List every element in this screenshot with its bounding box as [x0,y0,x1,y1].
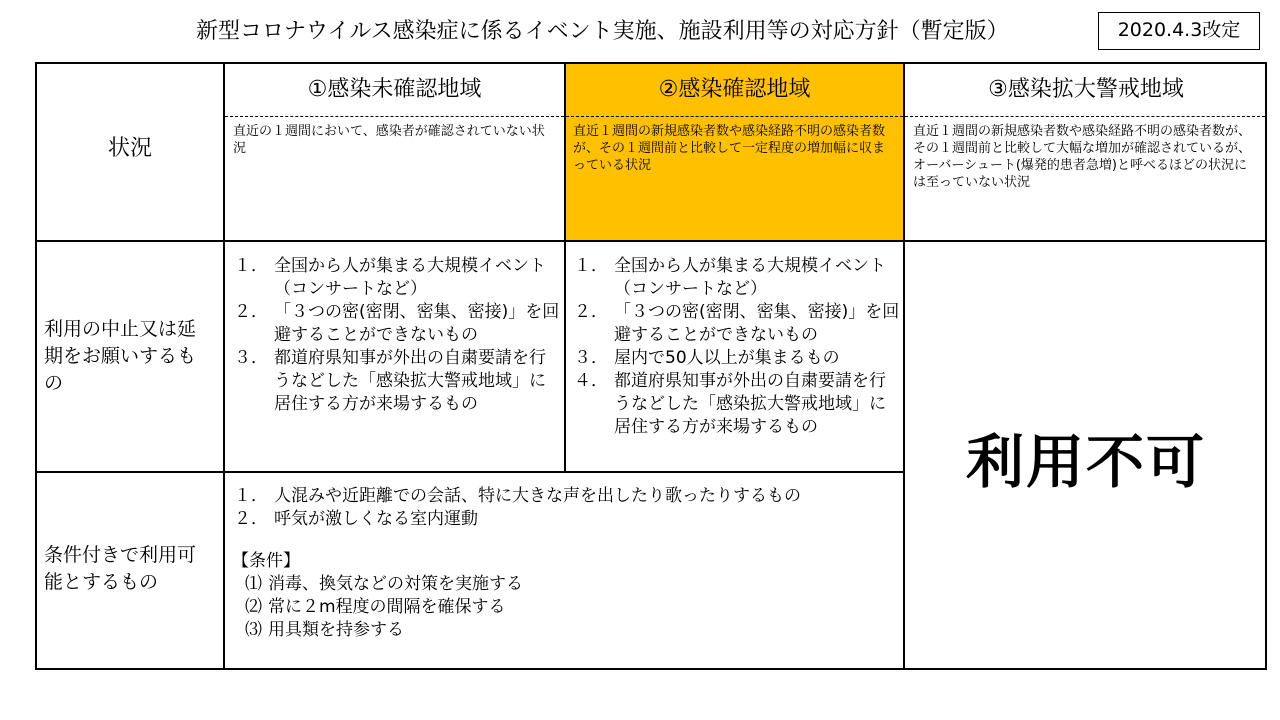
header-separator [905,116,1265,117]
unavailable-label: 利用不可 [965,428,1206,496]
divider [35,471,905,473]
divider [564,62,566,472]
divider [903,62,905,670]
cancel-list-unconfirmed [232,255,560,416]
divider [223,62,225,670]
list-item: ３． 都道府県知事が外出の自粛要請を行うなどした「感染拡大警戒地域」に居住する方が来場するもの [234,348,546,414]
list-item: １． 人混みや近距離での会話、特に大きな声を出したり歌ったりするもの [234,486,801,506]
header-separator [566,116,903,117]
list-item: ２． 「３つの密(密閉、密集、密接)」を回避することができないもの [574,302,900,345]
list-item: ２． 呼気が激しくなる室内運動 [234,509,478,529]
list-item: １． 全国から人が集まる大規模イベント（コンサートなど） [234,256,546,299]
conditions-heading: 【条件】 [232,551,300,571]
condition-item: ⑴ 消毒、換気などの対策を実施する [245,574,523,594]
cancel-list-confirmed [572,255,900,439]
row-label-status: 状況 [107,136,152,161]
list-item: ２． 「３つの密(密閉、密集、密接)」を回避することができないもの [234,302,560,345]
list-item: １． 全国から人が集まる大規模イベント（コンサートなど） [574,256,886,299]
row-label-conditional: 条件付きで利用可能とするもの [44,544,197,593]
page-title: 新型コロナウイルス感染症に係るイベント実施、施設利用等の対応方針（暫定版） [196,19,1009,44]
conditional-list [232,485,900,531]
header-separator [225,116,564,117]
column-header-unconfirmed: ①感染未確認地域 [307,77,482,102]
conditions-block [232,550,900,642]
status-description-alert: 直近１週間の新規感染者数や感染経路不明の感染者数が、その１週間前と比較して大幅な増加が確認されているが、オーバーシュート(爆発的患者急増)と呼べるほどの状況には至っていない状況 [913,124,1252,190]
column-header-alert: ③感染拡大警戒地域 [988,77,1184,102]
status-description-unconfirmed: 直近の１週間において、感染者が確認されていない状況 [233,124,545,156]
list-item: ４． 都道府県知事が外出の自粛要請を行うなどした「感染拡大警戒地域」に居住する方が来場するもの [574,371,886,437]
row-label-cancel: 利用の中止又は延期をお願いするもの [44,318,197,394]
condition-item: ⑵ 常に２m程度の間隔を確保する [245,597,506,617]
condition-item: ⑶ 用具類を持参する [245,620,404,640]
revision-badge: 2020.4.3改定 [1098,12,1260,50]
status-description-confirmed: 直近１週間の新規感染者数や感染経路不明の感染者数が、その１週間前と比較して一定程度の増加幅に収まっている状況 [573,124,886,173]
divider [35,240,1267,242]
column-header-confirmed: ②感染確認地域 [658,77,811,102]
list-item: ３． 屋内で50人以上が集まるもの [574,348,840,368]
